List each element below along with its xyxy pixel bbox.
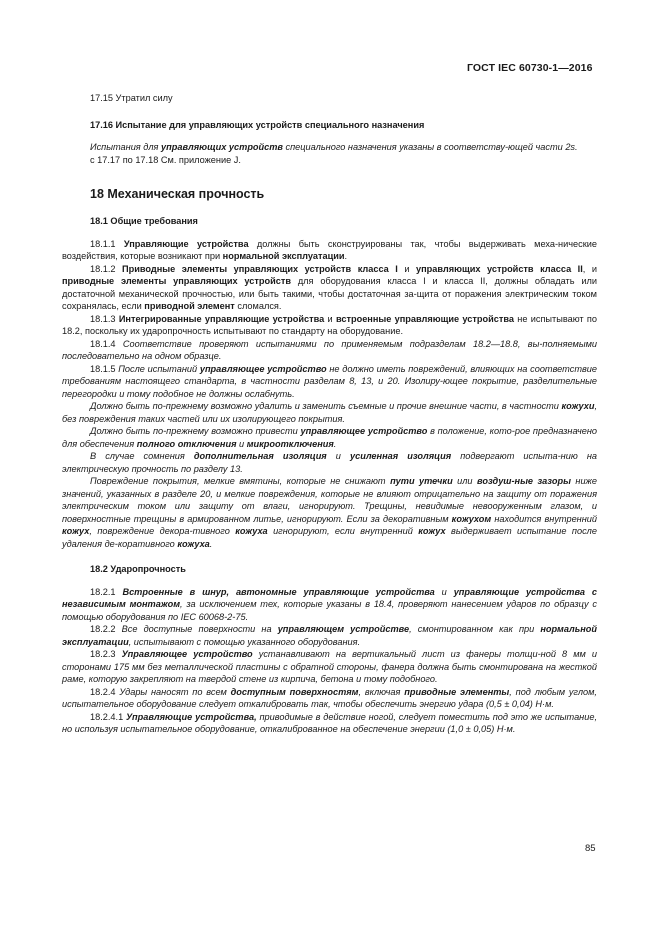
text-run: усиленная изоляция (350, 451, 452, 461)
text-run: 18.2.1 (90, 586, 123, 597)
text-run: В случае сомнения (90, 451, 194, 461)
text-run: , смонтированном как при (409, 624, 541, 634)
text-run: 18.1.4 (90, 338, 123, 349)
text-run: , повреждение декора-тивного (89, 526, 236, 536)
text-run: , под любым углом, испытательное оборудование следует откалибровать так, чтобы обеспечить энергию удара (0,5 ± 0,04) Н·м. (62, 686, 597, 709)
text-run: Приводные элементы управляющих устройств класса I (122, 263, 398, 274)
subsection-heading (90, 215, 597, 228)
clause-paragraph (62, 450, 597, 475)
text-run: приводимые в действие ногой, следует поместить под это же испытание, но используя испытательное оборудование, откалиброванное на обеспечение энергии (1,0 ± 0,05) Н·м. (62, 711, 598, 734)
text-run: для оборудования класса I и класса II, должны обладать или достаточной механической прочностью, или быть такими, чтобы достаточная за-щита от поражения электрическим током сохранялась, если (62, 276, 597, 311)
text-run: управляющие устройства с независимым монтажом (62, 586, 597, 609)
clause-paragraph (62, 313, 597, 338)
text-run: . (344, 251, 348, 261)
clause-paragraph (62, 711, 597, 736)
text-run: , и (582, 263, 597, 274)
text-run: и (326, 451, 350, 461)
text-run: 18.2.4 (90, 686, 120, 697)
clause-paragraph (62, 475, 597, 550)
text-run: Управляющие устройства, (126, 711, 257, 722)
text-run: Должно быть по-прежнему возможно удалить и заменить съемные и прочие внешние части, в частности (90, 401, 562, 411)
text-run: управляющем устройстве (277, 624, 410, 634)
text-run: После испытаний (118, 363, 200, 374)
text-run: нормальной эксплуатации (62, 624, 597, 647)
text-run: управляющее устройство (199, 363, 327, 374)
text-run: Повреждение покрытия, мелкие вмятины, которые не снижают (90, 476, 391, 486)
text-run: , за исключением тех, которые указаны в 18.4, проверяют нанесением ударов по образцу с помощью оборудования по IEC 60068-2-75. (62, 599, 597, 622)
text-run: управляющих устройств (161, 142, 283, 152)
text-run: специального назначения указаны в соответству-ющей части 2s. (282, 142, 578, 152)
clause-paragraph (62, 400, 597, 425)
text-run: дополнительная изоляция (193, 451, 327, 461)
clause-paragraph (62, 425, 597, 450)
text-run: Испытания для (90, 142, 161, 152)
text-run: 18.2.4.1 (90, 711, 127, 722)
text-run: с 17.17 по 17.18 См. приложение J. (90, 154, 241, 165)
text-run: Все доступные поверхности на (121, 624, 278, 634)
text-run: Управляющие устройства (123, 238, 249, 249)
page-number: 85 (585, 843, 596, 854)
text-run: . (209, 538, 213, 549)
subsection-heading (90, 563, 597, 576)
text-run: Управляющее устройство (121, 649, 253, 659)
text-run: управляющее устройство (300, 426, 428, 436)
text-run: микроотключения (246, 438, 334, 449)
text-run: кожух (418, 526, 446, 536)
text-run: кожух (62, 526, 90, 536)
text-run: встроенные управляющие устройства (335, 313, 514, 324)
text-run: не должно иметь повреждений, влияющих на соответствие требованиям настоящего стандарта, в частности разделам 8, 13, и 20. Изолиру-ющее покрытие, разделительные перегородки и тому подобное не должны ослабнуть. (62, 363, 597, 399)
text-run: кожуха (235, 526, 268, 536)
text-run: 18.1 Общие требования (90, 216, 198, 226)
text-run: и (434, 586, 454, 597)
text-run: 18.2 Ударопрочность (90, 564, 186, 574)
text-run: приводные элементы (404, 686, 510, 697)
text-run: полного отключения (136, 438, 237, 449)
text-run: пути утечки (390, 476, 453, 486)
clause-paragraph (62, 141, 597, 154)
text-run: в положение, кото-рое предназначено для обеспечения (62, 426, 597, 449)
text-run: Соответствие проверяют испытаниями по применяемым подразделам 18.2—18.8, вы-полняемыми последовательно на одном образце. (62, 338, 597, 361)
text-run: 17.15 Утратил силу (90, 93, 173, 103)
clause-paragraph (62, 154, 597, 167)
text-run: устанавливают на вертикальный лист из фанеры толщи-ной 8 мм и сторонами 175 мм без металлической пластины с обратной стороны, фанера должна быть смонтирована на жесткой раме, которую закрепляют на твердой стене из кирпича, бетона и тому подобного. (62, 649, 597, 684)
text-run: 18.1.5 (90, 363, 119, 374)
text-run: 18.2.2 (90, 624, 122, 634)
text-run: 18.1.1 (90, 238, 124, 249)
text-run: или (452, 476, 478, 486)
text-run: подвергают испыта-нию на электрическую прочность по разделу 13. (62, 451, 597, 474)
text-run: воздуш-ные зазоры (477, 476, 571, 486)
text-run: приводной элемент (144, 301, 235, 311)
text-run: кожуха (177, 538, 210, 549)
text-run: управляющих устройств класса II (416, 263, 583, 274)
text-run: доступным поверхностям (230, 686, 359, 697)
clause-paragraph (62, 586, 597, 624)
text-run: должны быть сконструированы так, чтобы выдерживать меха-нические воздействия, которые возникают при (62, 238, 597, 261)
document-body (62, 92, 597, 736)
clause-paragraph (62, 238, 597, 263)
text-run: находится внутренний (491, 513, 598, 524)
clause-text (62, 92, 597, 105)
section-heading (90, 186, 597, 202)
text-run: , включая (358, 686, 405, 697)
text-run: Интегрированные управляющие устройства (118, 313, 325, 324)
clause-paragraph (62, 623, 597, 648)
subsection-heading (90, 119, 597, 132)
text-run: Встроенные в шнур, автономные управляющие устройства (122, 586, 435, 597)
clause-paragraph (62, 648, 597, 686)
text-run: выдерживает испытание после удаления де-коративного (62, 526, 597, 549)
text-run: . (333, 438, 337, 449)
text-run: кожухом (451, 513, 492, 524)
text-run: 18.1.3 (90, 313, 119, 324)
text-run: , без повреждения таких частей или их изолирующего покрытия. (62, 401, 597, 424)
text-run: не испытывают по 18.2, поскольку их ударопрочность испытывают по стандарту на оборудование. (62, 313, 597, 336)
text-run: 17.16 Испытание для управляющих устройств специального назначения (90, 119, 425, 130)
text-run: кожухи (561, 401, 595, 411)
text-run: Удары наносят по всем (119, 686, 231, 697)
text-run: и (324, 313, 336, 324)
text-run: приводные элементы управляющих устройств (62, 276, 292, 286)
document-header: ГОСТ IEC 60730-1—2016 (467, 62, 593, 74)
clause-paragraph (62, 686, 597, 711)
text-run: 18 Механическая прочность (90, 187, 265, 201)
text-run: 18.1.2 (90, 263, 123, 274)
text-run: ниже значений, указанных в разделе 20, и мелкие повреждения, которые не влияют отрицательно на защиту от поражения электрическим током или защиту от влаги, игнорируют. Трещины, невидимые невооруженным глазом, и поверхностные трещины в армированном литье, игнорируют. Если за декоративным (62, 476, 597, 524)
text-run: и (397, 263, 416, 274)
text-run: Должно быть по-прежнему возможно привести (90, 426, 301, 436)
clause-paragraph (62, 363, 597, 401)
text-run: , испытывают с помощью указанного оборудования. (128, 636, 361, 647)
text-run: 18.2.3 (90, 649, 122, 659)
clause-paragraph (62, 263, 597, 313)
text-run: и (236, 438, 247, 449)
clause-paragraph (62, 338, 597, 363)
text-run: сломался. (234, 301, 282, 311)
text-run: нормальной эксплуатации (222, 251, 345, 261)
text-run: игнорируют, если внутренний (267, 526, 419, 536)
